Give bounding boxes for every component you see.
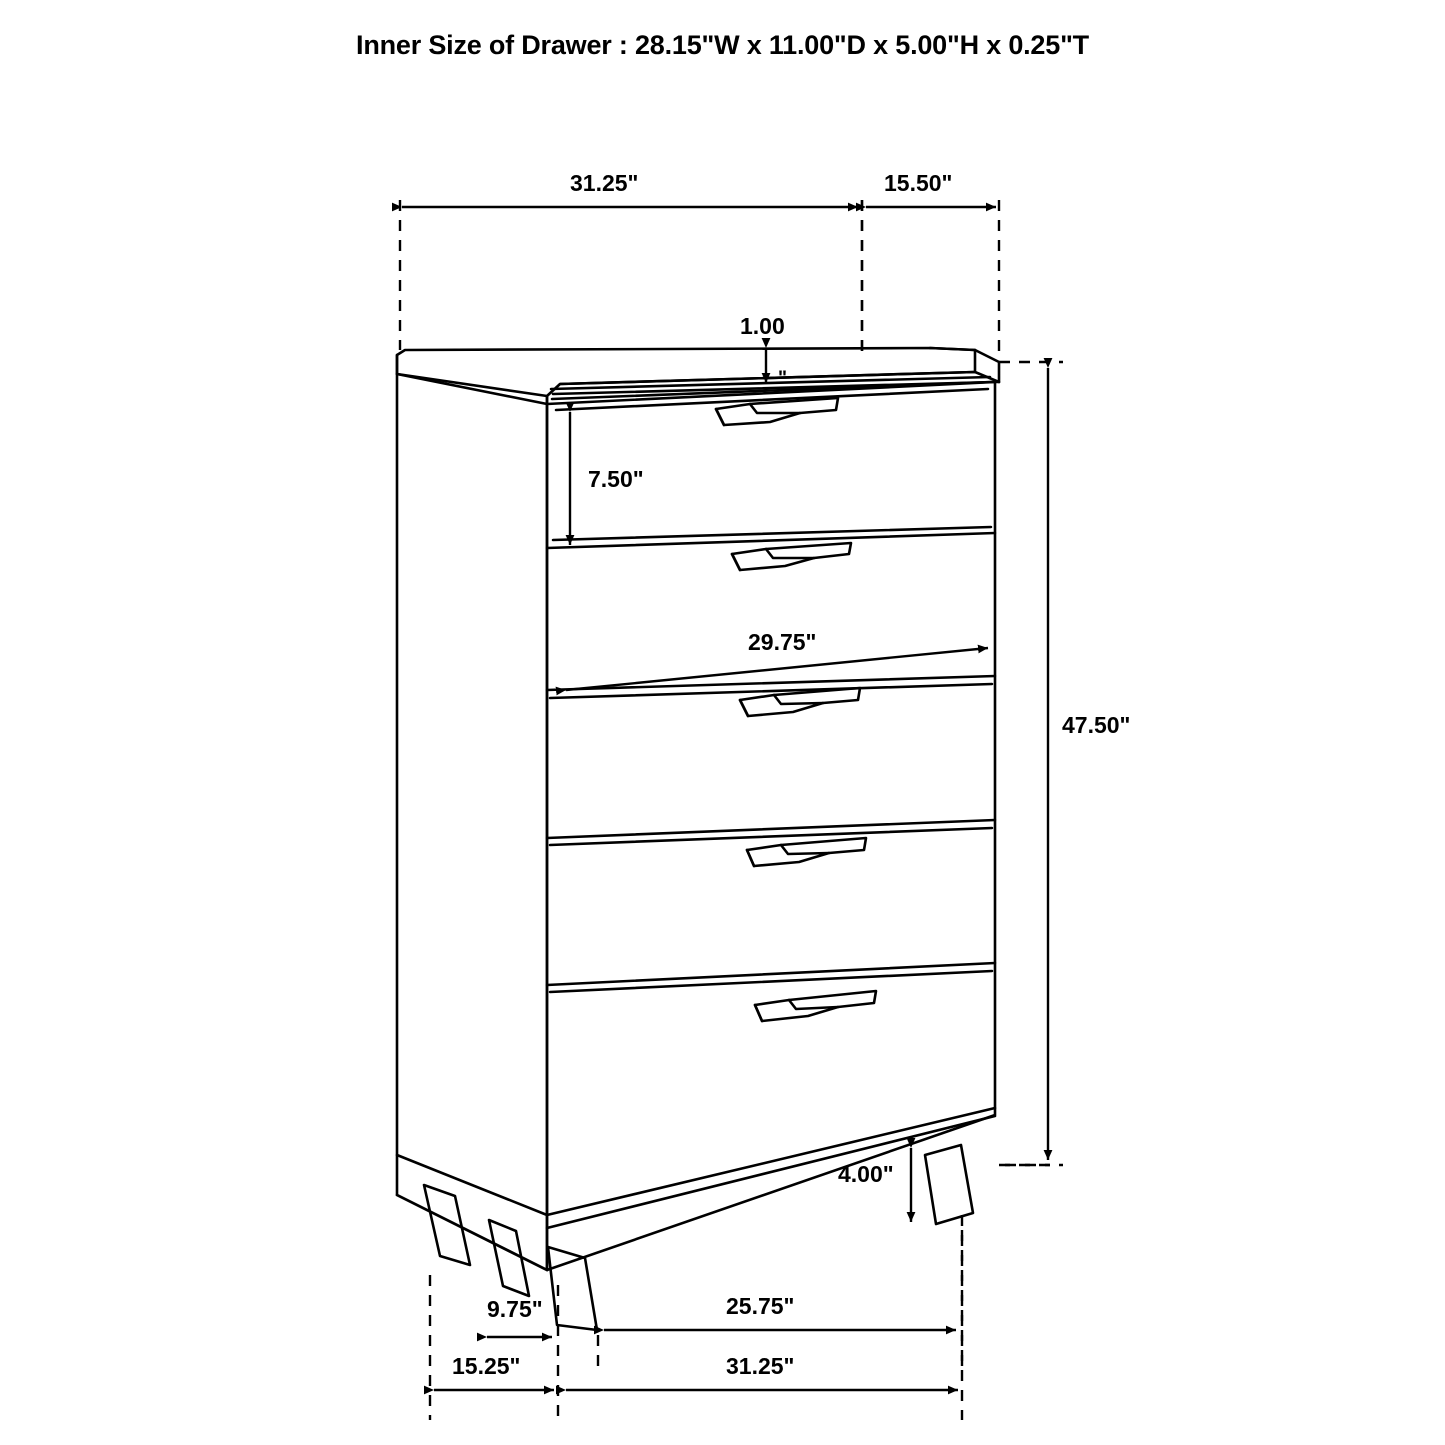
dim-label-top-width-front: 31.25": [570, 170, 639, 196]
dim-label-total-height: 47.50": [1062, 712, 1131, 738]
page-title: Inner Size of Drawer : 28.15"W x 11.00"D x 5.00"H x 0.25"T: [356, 30, 1089, 60]
dim-label-leg-height: 4.00": [838, 1161, 894, 1187]
dim-label-drawer-height: 7.50": [588, 466, 644, 492]
dim-label-bottom-front-width: 31.25": [726, 1353, 795, 1379]
dim-label-top-thickness-unit: ": [778, 368, 788, 389]
dim-label-top-width-side: 15.50": [884, 170, 953, 196]
chest-body: [397, 348, 999, 1330]
dim-label-bottom-side-depth: 15.25": [452, 1353, 521, 1379]
dim-label-base-front-width: 25.75": [726, 1293, 795, 1319]
dim-label-top-thickness: 1.00: [740, 313, 785, 339]
dim-label-drawer-width: 29.75": [748, 629, 817, 655]
dim-label-base-side-depth: 9.75": [487, 1296, 543, 1322]
